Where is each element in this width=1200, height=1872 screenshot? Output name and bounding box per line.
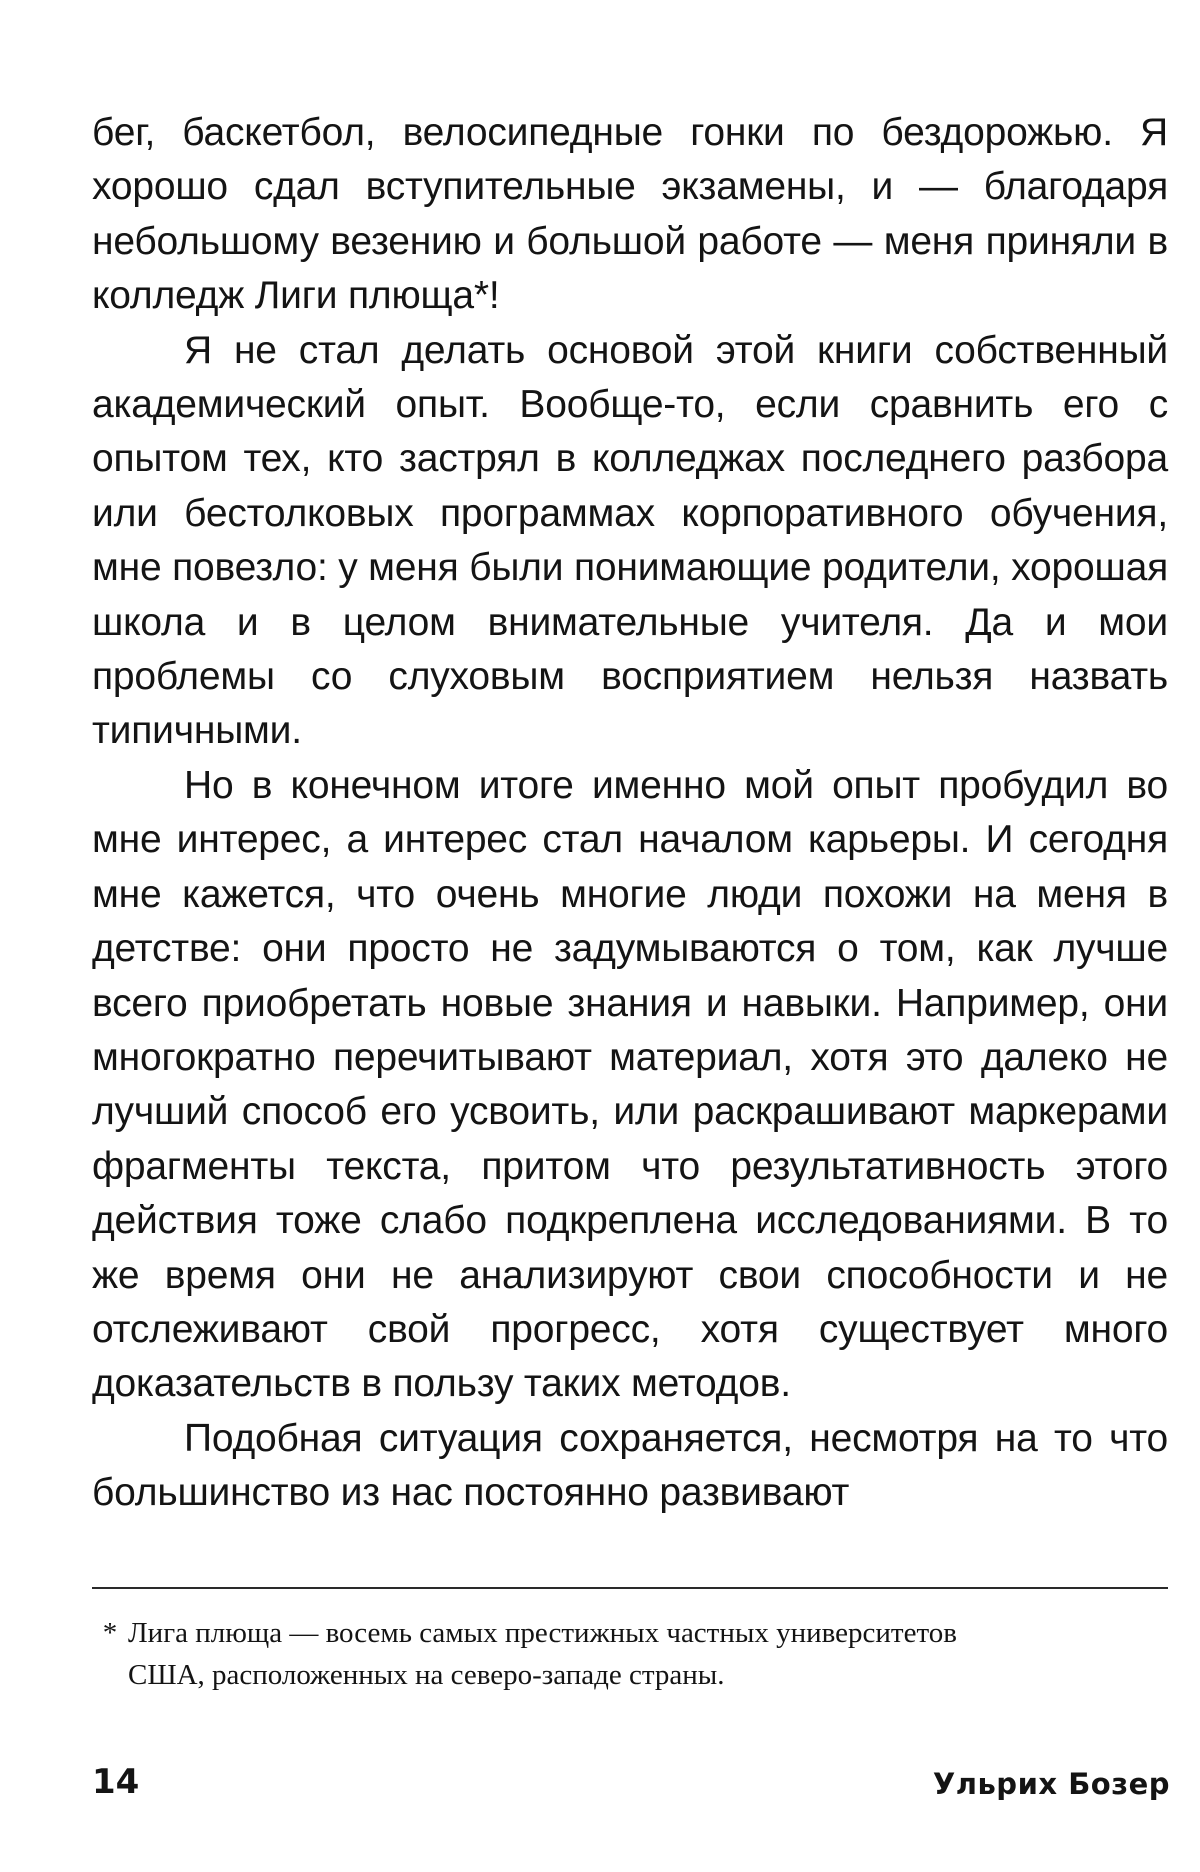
footnote-divider — [92, 1587, 1168, 1589]
page-number: 14 — [92, 1762, 140, 1802]
paragraph-1: бег, баскетбол, велосипедные гонки по бездорожью. Я хорошо сдал вступительные экзамены, и — благодаря небольшому везению и большой работе — меня приняли в колледж Лиги плюща*! — [92, 111, 1168, 318]
footnote — [92, 1612, 1168, 1696]
main-text — [92, 106, 1168, 1521]
paragraph-3: Но в конечном итоге именно мой опыт пробудил во мне интерес, а интерес стал началом карьеры. И сегодня мне кажется, что очень многие люди похожи на меня в детстве: они просто не задумываются о том, как лучше всего приобретать новые знания и навыки. Например, они многократно перечитывают материал, хотя это далеко не лучший способ его усвоить, или раскрашивают маркерами фрагменты текста, притом что результативность этого действия тоже слабо подкреплена исследованиями. В то же время они не анализируют свои способности и не отслеживают свой прогресс, хотя существует много доказательств в пользу таких методов. — [92, 763, 1168, 1406]
footnote-line-2: США, расположенных на северо-западе страны. — [128, 1659, 725, 1691]
running-footer-author: Ульрих Бозер — [932, 1767, 1170, 1801]
paragraph-4: Подобная ситуация сохраняется, несмотря на то что большинство из нас постоянно развивают — [92, 1416, 1168, 1515]
footnote-mark: * — [102, 1617, 118, 1649]
footnote-line-1: Лига плюща — восемь самых престижных частных университетов — [128, 1617, 957, 1649]
paragraph-2: Я не стал делать основой этой книги собственный академический опыт. Вообще-то, если сравнить его с опытом тех, кто застрял в колледжах последнего разбора или бестолковых программах корпоративного обучения, мне повезло: у меня были понимающие родители, хорошая школа и в целом внимательные учителя. Да и мои проблемы со слуховым восприятием нельзя назвать типичными. — [92, 328, 1168, 753]
